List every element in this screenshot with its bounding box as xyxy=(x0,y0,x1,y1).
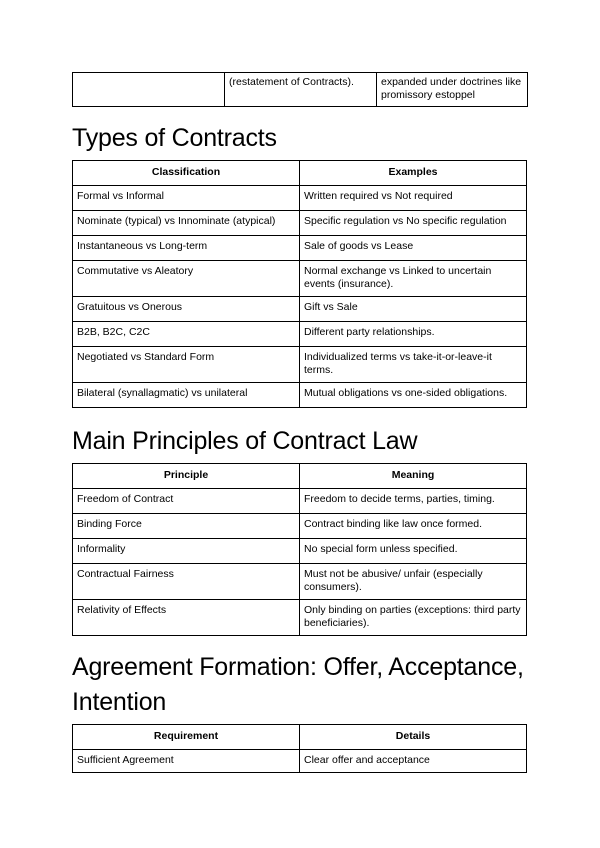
section-heading-agreement: Agreement Formation: Offer, Acceptance, Intention xyxy=(72,653,524,716)
table-cell: Contract binding like law once formed. xyxy=(300,514,527,539)
table-cell: Freedom of Contract xyxy=(73,489,300,514)
table-cell: Different party relationships. xyxy=(300,322,527,347)
table-row xyxy=(73,186,527,211)
table-cell: Sale of goods vs Lease xyxy=(300,236,527,261)
table-cell: B2B, B2C, C2C xyxy=(73,322,300,347)
table-cell: Negotiated vs Standard Form xyxy=(73,347,300,383)
table-row xyxy=(73,489,527,514)
table-cell: Formal vs Informal xyxy=(73,186,300,211)
table-row xyxy=(73,514,527,539)
table-row xyxy=(73,539,527,564)
table-row xyxy=(73,600,527,636)
table-cell: Instantaneous vs Long-term xyxy=(73,236,300,261)
table-header-row xyxy=(73,725,527,750)
column-header-requirement: Requirement xyxy=(73,725,300,750)
column-header-examples: Examples xyxy=(300,161,527,186)
table-header-row xyxy=(73,464,527,489)
table-header-row xyxy=(73,161,527,186)
table-cell: Normal exchange vs Linked to uncertain events (insurance). xyxy=(300,261,527,297)
table-cell: Freedom to decide terms, parties, timing. xyxy=(300,489,527,514)
table-cell: Sufficient Agreement xyxy=(73,750,300,773)
table-cell: Bilateral (synallagmatic) vs unilateral xyxy=(73,383,300,408)
table-cell: Must not be abusive/ unfair (especially consumers). xyxy=(300,564,527,600)
table-cell: Written required vs Not required xyxy=(300,186,527,211)
table-cell: Only binding on parties (exceptions: third party beneficiaries). xyxy=(300,600,527,636)
document-page xyxy=(72,72,527,773)
table-row xyxy=(73,236,527,261)
table-cell: Clear offer and acceptance xyxy=(300,750,527,773)
table-row xyxy=(73,297,527,322)
table-cell: Binding Force xyxy=(73,514,300,539)
table-cell: Contractual Fairness xyxy=(73,564,300,600)
table-cell: expanded under doctrines like promissory estoppel xyxy=(377,73,528,107)
table-cell: Gratuitous vs Onerous xyxy=(73,297,300,322)
table-row xyxy=(73,564,527,600)
table-row xyxy=(73,261,527,297)
table-cell: Mutual obligations vs one-sided obligations. xyxy=(300,383,527,408)
table-cell: (restatement of Contracts). xyxy=(225,73,377,107)
table-cell xyxy=(73,73,225,107)
section-heading-types: Types of Contracts xyxy=(72,124,277,152)
table-row xyxy=(73,383,527,408)
principles-table xyxy=(72,463,527,636)
table-row xyxy=(73,347,527,383)
table-cell: Informality xyxy=(73,539,300,564)
table-row xyxy=(73,73,528,107)
column-header-classification: Classification xyxy=(73,161,300,186)
agreement-table xyxy=(72,724,527,773)
column-header-meaning: Meaning xyxy=(300,464,527,489)
table-cell: Individualized terms vs take-it-or-leave-it terms. xyxy=(300,347,527,383)
table-row xyxy=(73,322,527,347)
table-row xyxy=(73,750,527,773)
column-header-details: Details xyxy=(300,725,527,750)
table-cell: Gift vs Sale xyxy=(300,297,527,322)
section-heading-principles: Main Principles of Contract Law xyxy=(72,427,418,455)
table-cell: Nominate (typical) vs Innominate (atypical) xyxy=(73,211,300,236)
types-of-contracts-table xyxy=(72,160,527,408)
column-header-principle: Principle xyxy=(73,464,300,489)
table-cell: Commutative vs Aleatory xyxy=(73,261,300,297)
continued-table xyxy=(72,72,528,107)
table-cell: No special form unless specified. xyxy=(300,539,527,564)
table-cell: Specific regulation vs No specific regulation xyxy=(300,211,527,236)
table-row xyxy=(73,211,527,236)
table-cell: Relativity of Effects xyxy=(73,600,300,636)
